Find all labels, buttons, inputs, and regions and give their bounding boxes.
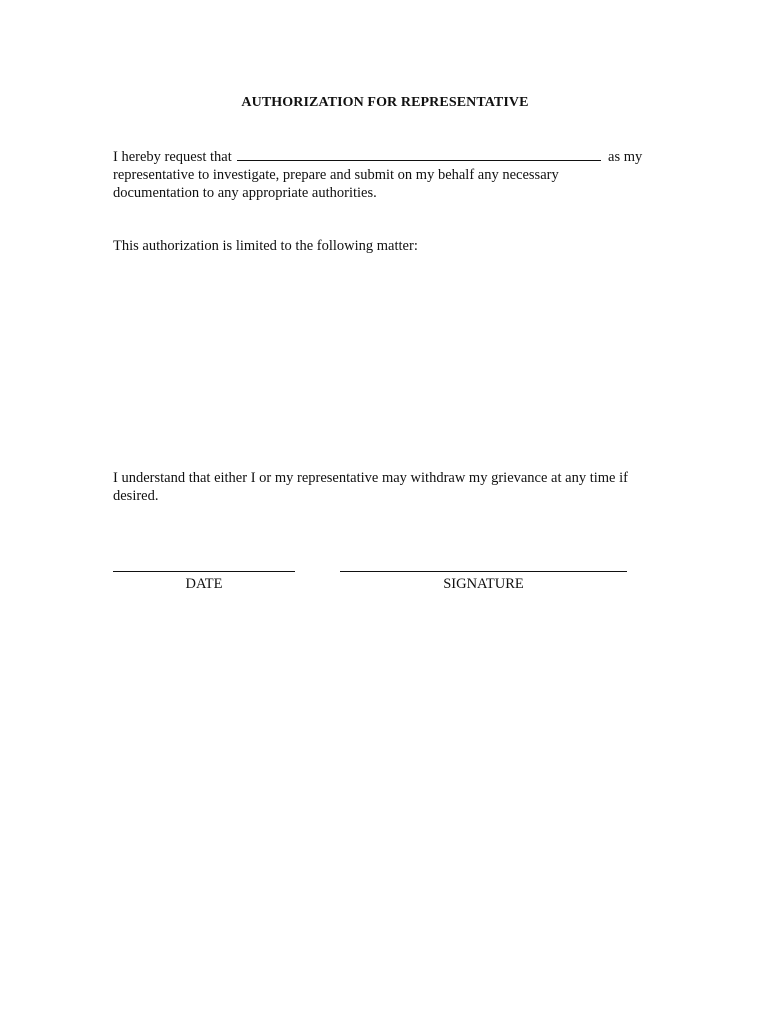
limitation-text: This authorization is limited to the following matter: (113, 238, 418, 254)
request-paragraph (113, 147, 658, 202)
request-line-1 (113, 147, 658, 166)
document-title: AUTHORIZATION FOR REPRESENTATIVE (241, 95, 529, 110)
request-suffix: as my (608, 149, 643, 165)
withdrawal-line-1: I understand that either I or my representative may withdraw my grievance at any time if (113, 470, 628, 486)
date-blank-line[interactable] (113, 571, 295, 572)
withdrawal-line-2: desired. (113, 488, 159, 504)
withdrawal-paragraph (113, 469, 658, 505)
date-label: DATE (185, 576, 223, 592)
representative-name-blank[interactable] (237, 147, 601, 161)
limitation-paragraph (113, 237, 658, 255)
request-line-2: representative to investigate, prepare and submit on my behalf any necessary (113, 167, 559, 183)
signature-blank-line[interactable] (340, 571, 627, 572)
signature-label: SIGNATURE (443, 576, 524, 592)
request-line-3: documentation to any appropriate authorities. (113, 185, 377, 201)
request-prefix: I hereby request that (113, 149, 232, 165)
